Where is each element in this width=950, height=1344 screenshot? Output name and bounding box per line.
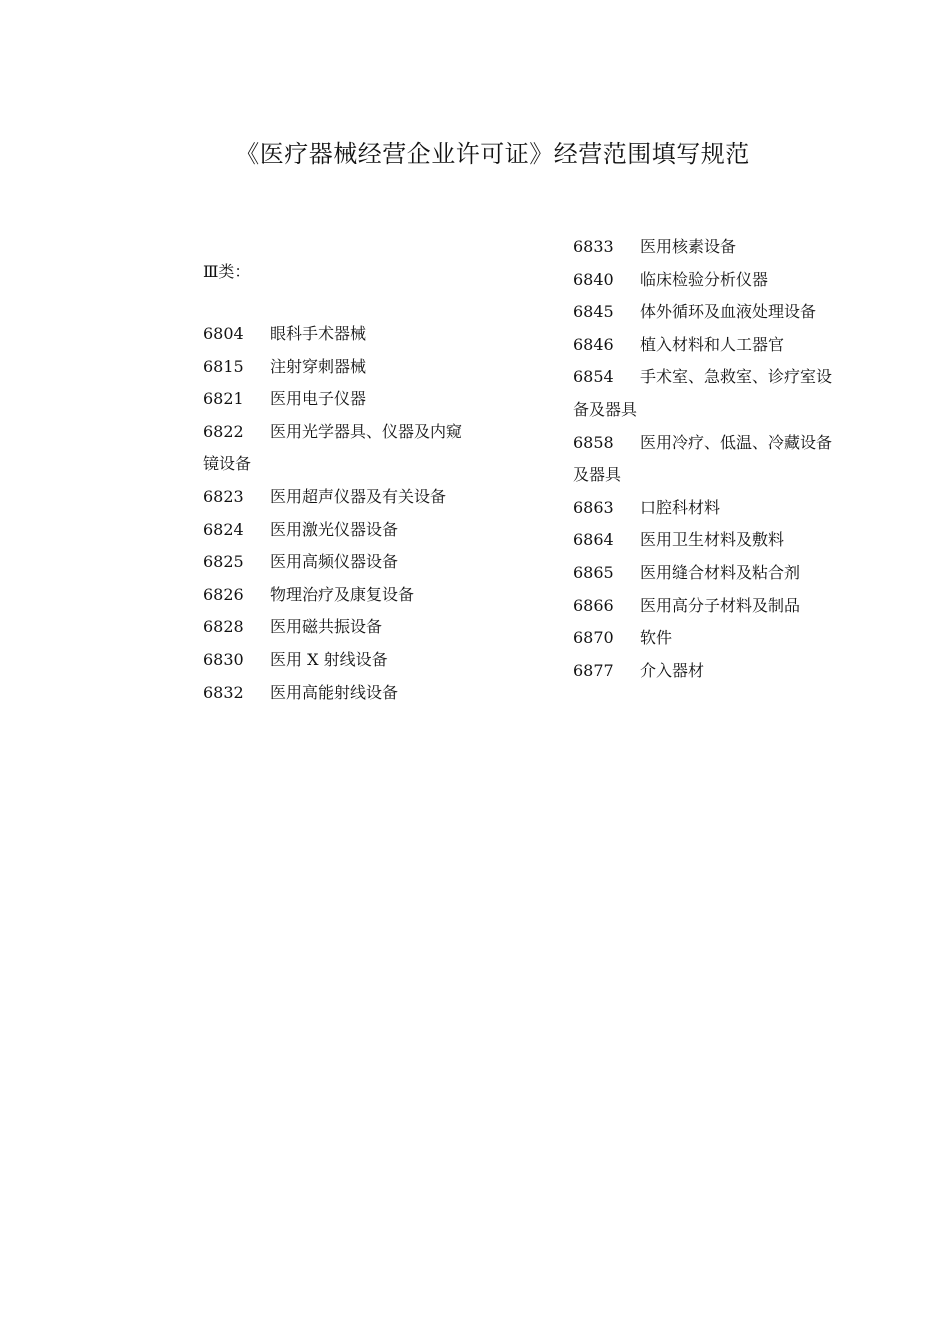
list-item bbox=[203, 644, 483, 677]
list-item-continuation: 备及器具 bbox=[573, 399, 638, 419]
item-name: 医用光学器具、仪器及内窥 bbox=[270, 421, 463, 441]
list-item bbox=[203, 677, 483, 710]
item-name: 医用磁共振设备 bbox=[270, 617, 383, 637]
left-column bbox=[203, 318, 483, 709]
page-title: 《医疗器械经营企业许可证》经营范围填写规范 bbox=[235, 140, 750, 168]
item-name: 口腔科材料 bbox=[640, 497, 721, 517]
item-name: 医用超声仪器及有关设备 bbox=[270, 486, 447, 506]
item-code: 6824 bbox=[203, 519, 244, 539]
list-item bbox=[203, 546, 483, 579]
item-name: 医用高能射线设备 bbox=[270, 682, 399, 702]
item-code: 6865 bbox=[573, 562, 614, 582]
item-code: 6832 bbox=[203, 682, 244, 702]
item-code: 6830 bbox=[203, 649, 244, 669]
item-name: 体外循环及血液处理设备 bbox=[640, 302, 817, 322]
item-code: 6866 bbox=[573, 595, 614, 615]
list-item-continuation: 镜设备 bbox=[203, 454, 252, 474]
list-item bbox=[573, 231, 858, 264]
list-item bbox=[573, 590, 858, 623]
item-name: 临床检验分析仪器 bbox=[640, 269, 769, 289]
item-code: 6828 bbox=[203, 617, 244, 637]
item-name: 医用卫生材料及敷料 bbox=[640, 530, 785, 550]
list-item bbox=[573, 264, 858, 297]
item-name: 医用激光仪器设备 bbox=[270, 519, 399, 539]
item-name: 医用高频仪器设备 bbox=[270, 552, 399, 572]
list-item bbox=[573, 361, 858, 394]
list-item bbox=[573, 492, 858, 525]
item-code: 6823 bbox=[203, 486, 244, 506]
item-name: 介入器材 bbox=[640, 660, 705, 680]
list-item bbox=[203, 383, 483, 416]
item-code: 6846 bbox=[573, 334, 614, 354]
item-code: 6822 bbox=[203, 421, 244, 441]
item-name: 软件 bbox=[640, 628, 673, 648]
item-code: 6833 bbox=[573, 237, 614, 256]
item-code: 6825 bbox=[203, 552, 244, 572]
item-code: 6804 bbox=[203, 324, 244, 343]
item-name: 医用核素设备 bbox=[640, 237, 737, 256]
list-item bbox=[573, 622, 858, 655]
item-name: 物理治疗及康复设备 bbox=[270, 584, 415, 604]
item-name: 医用高分子材料及制品 bbox=[640, 595, 801, 615]
item-code: 6821 bbox=[203, 389, 244, 409]
list-item bbox=[203, 611, 483, 644]
list-item bbox=[573, 655, 858, 688]
item-code: 6870 bbox=[573, 628, 614, 648]
list-item bbox=[203, 318, 483, 351]
item-code: 6854 bbox=[573, 367, 614, 387]
class-label: Ⅲ类： bbox=[203, 262, 251, 281]
item-code: 6840 bbox=[573, 269, 614, 289]
item-code: 6863 bbox=[573, 497, 614, 517]
list-item bbox=[203, 481, 483, 514]
list-item bbox=[203, 351, 483, 384]
list-item bbox=[573, 557, 858, 590]
list-item bbox=[203, 579, 483, 612]
item-code: 6864 bbox=[573, 530, 614, 550]
item-code: 6815 bbox=[203, 356, 244, 376]
list-item bbox=[573, 427, 858, 460]
item-name: 注射穿刺器械 bbox=[270, 356, 367, 376]
item-code: 6877 bbox=[573, 660, 614, 680]
item-name: 眼科手术器械 bbox=[270, 324, 367, 343]
item-name: 手术室、急救室、诊疗室设 bbox=[640, 367, 833, 387]
list-item bbox=[573, 296, 858, 329]
list-item bbox=[203, 514, 483, 547]
item-name: 植入材料和人工器官 bbox=[640, 334, 785, 354]
item-code: 6858 bbox=[573, 432, 614, 452]
item-code: 6845 bbox=[573, 302, 614, 322]
item-name: 医用电子仪器 bbox=[270, 389, 367, 409]
list-item-continuation: 及器具 bbox=[573, 465, 622, 485]
item-name: 医用冷疗、低温、冷藏设备 bbox=[640, 432, 833, 452]
list-item bbox=[203, 416, 483, 449]
list-item bbox=[573, 329, 858, 362]
item-code: 6826 bbox=[203, 584, 244, 604]
right-column bbox=[573, 231, 858, 687]
item-name: 医用缝合材料及粘合剂 bbox=[640, 562, 801, 582]
list-item bbox=[573, 524, 858, 557]
item-name: 医用 X 射线设备 bbox=[270, 649, 388, 669]
